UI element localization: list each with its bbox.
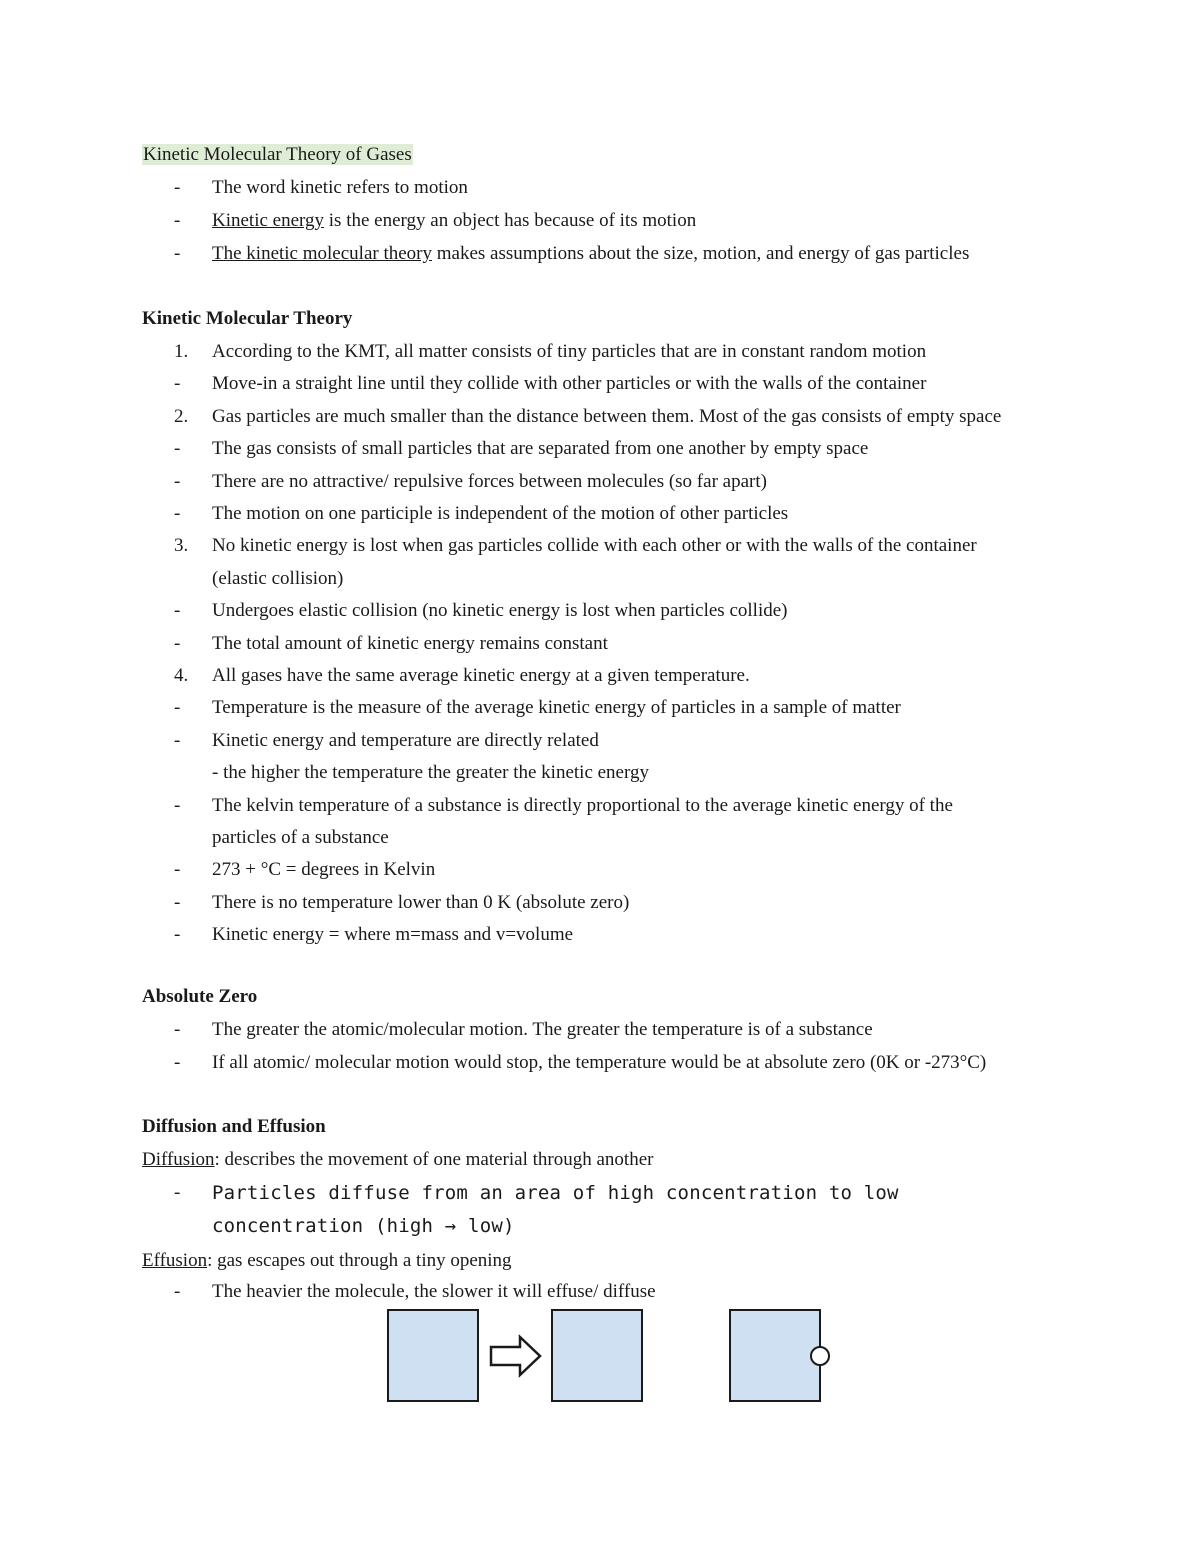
list-marker: 4. [174, 665, 189, 686]
list-item: All gases have the same average kinetic energy at a given temperature. [212, 665, 750, 686]
list-item: The gas consists of small particles that are separated from one another by empty space [212, 438, 869, 459]
list-item: According to the KMT, all matter consists of tiny particles that are in constant random motion [212, 341, 927, 362]
section-title: Kinetic Molecular Theory of Gases [143, 144, 412, 165]
list-marker: - [174, 795, 181, 816]
list-marker: - [174, 730, 181, 751]
list-item: 273 + °C = degrees in Kelvin [212, 859, 436, 880]
list-item: The greater the atomic/molecular motion. The greater the temperature is of a substance [212, 1019, 873, 1040]
list-item-continued: particles of a substance [212, 827, 389, 848]
list-item: Kinetic energy = where m=mass and v=volume [212, 924, 574, 945]
container-box-effusion [730, 1310, 820, 1401]
list-item: Gas particles are much smaller than the distance between them. Most of the gas consists of empty space [212, 406, 1002, 427]
list-item-continued: - the higher the temperature the greater the kinetic energy [212, 762, 649, 783]
list-item: No kinetic energy is lost when gas particles collide with each other or with the walls of the container [212, 535, 977, 556]
list-item: There are no attractive/ repulsive forces between molecules (so far apart) [212, 471, 767, 492]
list-marker: - [174, 633, 181, 654]
diffusion-effusion-diagram [380, 1300, 840, 1410]
term-kmt: The kinetic molecular theory [212, 243, 432, 264]
list-marker: - [174, 859, 181, 880]
list-item: Particles diffuse from an area of high concentration to low [212, 1182, 899, 1204]
arrow-right-icon [491, 1337, 540, 1375]
list-item: The heavier the molecule, the slower it will effuse/ diffuse [212, 1281, 656, 1302]
list-item: Kinetic energy and temperature are directly related [212, 730, 599, 751]
bullet-marker: - [174, 243, 181, 264]
list-item-continued: (elastic collision) [212, 568, 344, 589]
list-item-continued: concentration (high → low) [212, 1215, 515, 1237]
list-marker: 2. [174, 406, 189, 427]
list-item: Kinetic energy is the energy an object has because of its motion [212, 210, 697, 231]
list-marker: - [174, 503, 181, 524]
container-box-before [388, 1310, 478, 1401]
list-item: The kinetic molecular theory makes assumptions about the size, motion, and energy of gas particles [212, 243, 970, 264]
container-box-after [552, 1310, 642, 1401]
bullet-marker: - [174, 1182, 181, 1203]
bullet-marker: - [174, 1052, 181, 1073]
bullet-marker: - [174, 1019, 181, 1040]
diffusion-definition: Diffusion: describes the movement of one material through another [142, 1149, 654, 1170]
list-item: The motion on one participle is independent of the motion of other particles [212, 503, 789, 524]
effusion-definition: Effusion: gas escapes out through a tiny opening [142, 1250, 512, 1271]
list-item: Move-in a straight line until they collide with other particles or with the walls of the container [212, 373, 927, 394]
list-item: If all atomic/ molecular motion would stop, the temperature would be at absolute zero (0K or -273°C) [212, 1052, 987, 1073]
bullet-marker: - [174, 210, 181, 231]
list-item: The total amount of kinetic energy remains constant [212, 633, 608, 654]
term-diffusion: Diffusion [142, 1149, 215, 1170]
section-heading-absolute-zero: Absolute Zero [142, 986, 258, 1007]
list-item: The word kinetic refers to motion [212, 177, 468, 198]
list-item: Undergoes elastic collision (no kinetic energy is lost when particles collide) [212, 600, 788, 621]
bullet-marker: - [174, 177, 181, 198]
list-marker: - [174, 438, 181, 459]
section-heading-diffusion: Diffusion and Effusion [142, 1116, 326, 1137]
list-marker: 1. [174, 341, 189, 362]
bullet-marker: - [174, 1281, 181, 1302]
list-marker: - [174, 373, 181, 394]
term-kinetic-energy: Kinetic energy [212, 210, 325, 231]
list-item: Temperature is the measure of the average kinetic energy of particles in a sample of matter [212, 697, 901, 718]
list-marker: - [174, 892, 181, 913]
list-marker: 3. [174, 535, 189, 556]
list-item: There is no temperature lower than 0 K (absolute zero) [212, 892, 630, 913]
tiny-opening-circle [811, 1347, 829, 1365]
list-marker: - [174, 924, 181, 945]
term-effusion: Effusion [142, 1250, 208, 1271]
list-marker: - [174, 471, 181, 492]
section-heading-kmt: Kinetic Molecular Theory [142, 308, 353, 329]
list-marker: - [174, 697, 181, 718]
list-item: The kelvin temperature of a substance is directly proportional to the average kinetic energy of the [212, 795, 953, 816]
list-marker: - [174, 600, 181, 621]
